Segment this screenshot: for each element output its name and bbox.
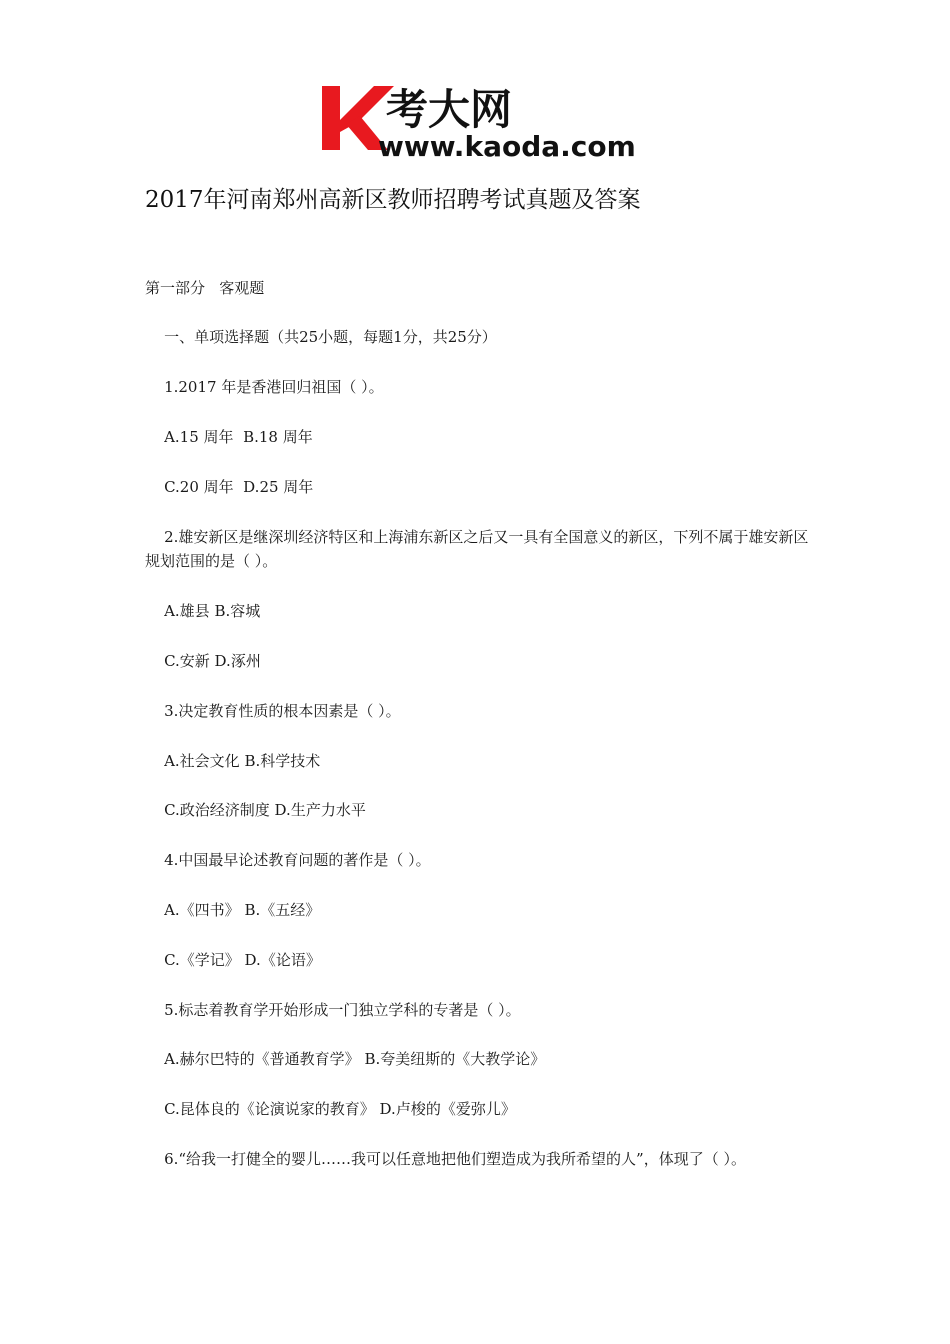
kaoda-logo-graphic [318,80,648,162]
question-3-options-ab: A.社会文化 B.科学技术 [145,752,321,770]
question-2-options-cd: C.安新 D.涿州 [145,652,261,670]
question-6: 6.“给我一打健全的婴儿……我可以任意地把他们塑造成为我所希望的人”，体现了（ ）。 [145,1150,746,1168]
question-1: 1.2017 年是香港回归祖国（ ）。 [145,378,384,396]
question-2-options-ab: A.雄县 B.容城 [145,602,261,620]
question-1-options-cd: C.20 周年 D.25 周年 [145,478,314,496]
question-5-options-cd: C.昆体良的《论演说家的教育》 D.卢梭的《爱弥儿》 [145,1100,516,1118]
question-3: 3.决定教育性质的根本因素是（ ）。 [145,702,401,720]
logo-url-text: www.kaoda.com [378,130,636,162]
question-4-options-ab: A.《四书》 B.《五经》 [145,901,321,919]
document-title: 2017年河南郑州高新区教师招聘考试真题及答案 [145,187,641,213]
kaoda-logo [318,80,648,162]
logo-brand-text: 考大网 [386,85,513,134]
section-heading: 第一部分 客观题 [145,279,265,297]
question-5-options-ab: A.赫尔巴特的《普通教育学》 B.夸美纽斯的《大教学论》 [145,1050,546,1068]
question-4-options-cd: C.《学记》 D.《论语》 [145,951,321,969]
question-3-options-cd: C.政治经济制度 D.生产力水平 [145,801,366,819]
question-group-heading: 一、单项选择题（共25小题，每题1分，共25分） [145,328,497,346]
question-2: 2.雄安新区是继深圳经济特区和上海浦东新区之后又一具有全国意义的新区，下列不属于雄安新区规划范围的是（ ）。 [145,528,809,570]
question-4: 4.中国最早论述教育问题的著作是（ ）。 [145,851,431,869]
question-1-options-ab: A.15 周年 B.18 周年 [145,428,313,446]
question-5: 5.标志着教育学开始形成一门独立学科的专著是（ ）。 [145,1001,521,1019]
